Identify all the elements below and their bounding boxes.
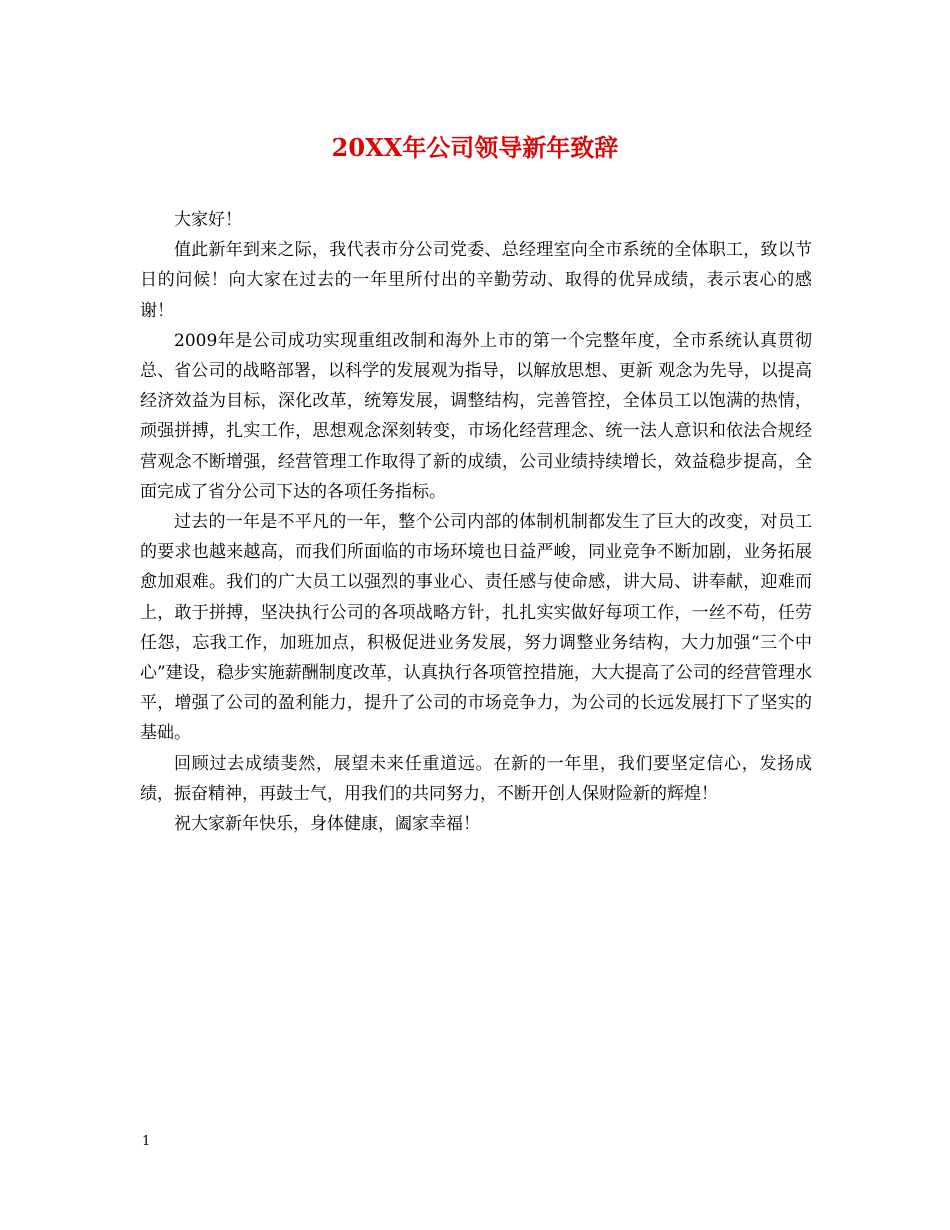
greeting-paragraph: 大家好！ xyxy=(174,210,242,230)
closing-paragraph: 祝大家新年快乐，身体健康，阖家幸福！ xyxy=(174,814,480,835)
body-paragraph: 值此新年到来之际，我代表市分公司党委、总经理室向全市系统的全体职工，致以节日的问候！向大家在过去的一年里所付出的辛勤劳动、取得的优异成绩，表示衷心的感谢！ xyxy=(140,240,812,321)
body-paragraph: 过去的一年是不平凡的一年，整个公司内部的体制机制都发生了巨大的改变，对员工的要求也越来越高，而我们所面临的市场环境也日益严峻，同业竞争不断加剧，业务拓展愈加艰难。我们的广大员工以强烈的事业心、责任感与使命感，讲大局、讲奉献，迎难而上，敢于拼搏，坚决执行公司的各项战略方针，扎扎实实做好每项工作，一丝不苟，任劳任怨，忘我工作，加班加点，积极促进业务发展，努力调整业务结构，大力加强“三个中心”建设，稳步实施薪酬制度改革，认真执行各项管控措施，大大提高了公司的经营管理水平，增强了公司的盈利能力，提升了公司的市场竞争力，为公司的长远发展打下了坚实的基础。 xyxy=(140,512,812,744)
document-body xyxy=(140,205,812,839)
page-number: 1 xyxy=(142,1134,151,1149)
document-title: 20XX年公司领导新年致辞 xyxy=(331,133,619,162)
body-paragraph: 回顾过去成绩斐然，展望未来任重道远。在新的一年里，我们要坚定信心，发扬成绩，振奋精神，再鼓士气，用我们的共同努力，不断开创人保财险新的辉煌！ xyxy=(140,753,812,804)
body-paragraph: 2009年是公司成功实现重组改制和海外上市的第一个完整年度，全市系统认真贯彻总、省公司的战略部署，以科学的发展观为指导，以解放思想、更新 观念为先导，以提高经济效益为目标，深化改革，统筹发展，调整结构，完善管控，全体员工以饱满的热情，顽强拼搏，扎实工作，思想观念深刻转变，市场化经营理念、统一法人意识和依法合规经营观念不断增强，经营管理工作取得了新的成绩，公司业绩持续增长，效益稳步提高，全面完成了省分公司下达的各项任务指标。 xyxy=(140,330,812,502)
